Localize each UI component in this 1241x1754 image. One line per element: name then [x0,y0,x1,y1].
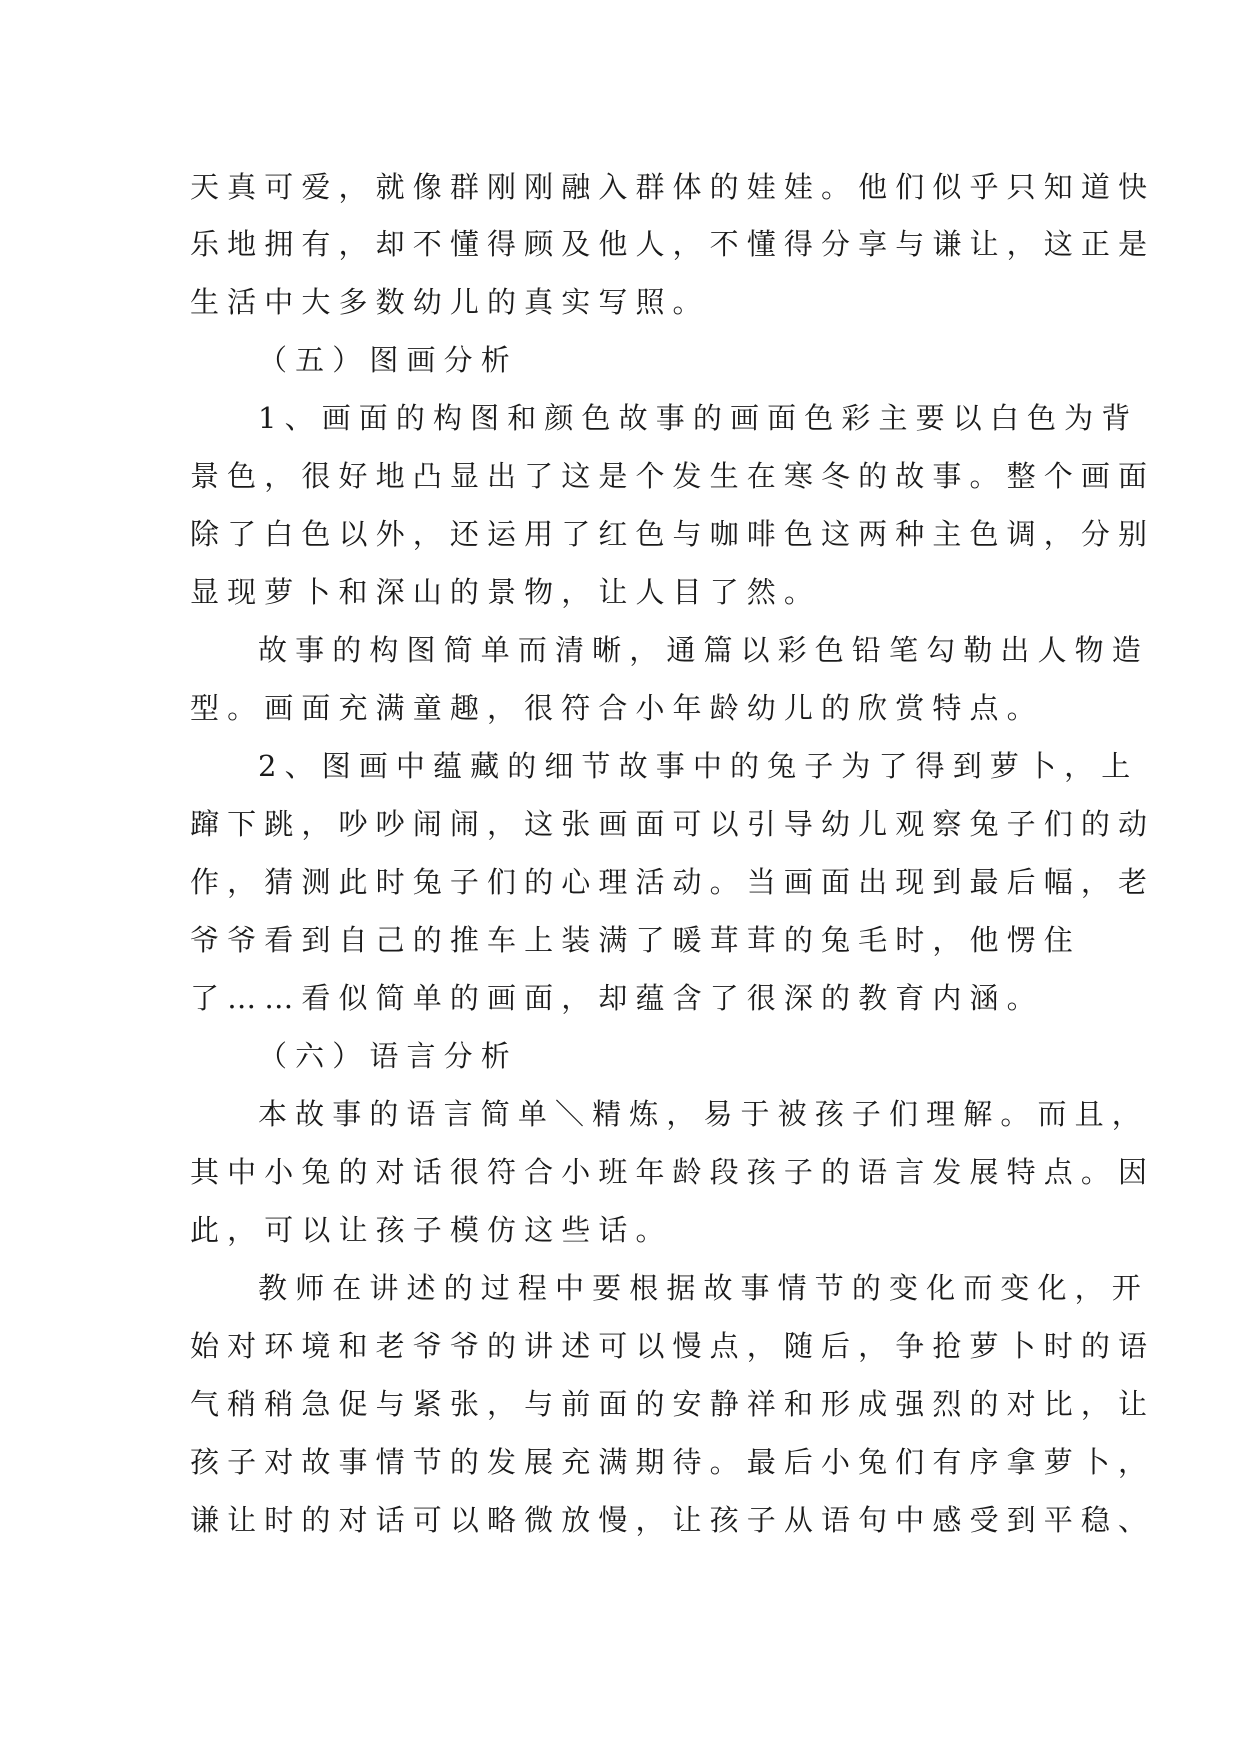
paragraph-line: 故事的构图简单而清晰，通篇以彩色铅笔勾勒出人物造 [258,633,1149,667]
paragraph-line: 本故事的语言简单＼精炼，易于被孩子们理解。而且， [258,1097,1149,1131]
paragraph-line: 显现萝卜和深山的景物，让人目了然。 [190,575,822,609]
paragraph-line: 此，可以让孩子模仿这些话。 [190,1213,673,1247]
paragraph-line: 教师在讲述的过程中要根据故事情节的变化而变化，开 [258,1271,1149,1305]
paragraph-line: 了……看似简单的画面，却蕴含了很深的教育内涵。 [190,981,1044,1015]
section-heading: （六）语言分析 [258,1039,518,1073]
paragraph-line: 爷爷看到自己的推车上装满了暖茸茸的兔毛时，他愣住 [190,923,1081,957]
paragraph-line: 1、画面的构图和颜色故事的画面色彩主要以白色为背 [258,401,1139,435]
paragraph-line: 型。画面充满童趣，很符合小年龄幼儿的欣赏特点。 [190,691,1044,725]
paragraph-line: 生活中大多数幼儿的真实写照。 [190,285,710,319]
paragraph-line: 气稍稍急促与紧张，与前面的安静祥和形成强烈的对比，让 [190,1387,1156,1421]
paragraph-line: 天真可爱，就像群刚刚融入群体的娃娃。他们似乎只知道快 [190,170,1156,204]
paragraph-line: 孩子对故事情节的发展充满期待。最后小兔们有序拿萝卜， [190,1445,1156,1479]
paragraph-line: 其中小兔的对话很符合小班年龄段孩子的语言发展特点。因 [190,1155,1156,1189]
paragraph-line: 始对环境和老爷爷的讲述可以慢点，随后，争抢萝卜时的语 [190,1329,1156,1363]
paragraph-line: 作，猜测此时兔子们的心理活动。当画面出现到最后幅，老 [190,865,1156,899]
paragraph-line: 景色，很好地凸显出了这是个发生在寒冬的故事。整个画面 [190,459,1156,493]
paragraph-line: 2、图画中蕴藏的细节故事中的兔子为了得到萝卜，上 [258,749,1139,783]
paragraph-line: 除了白色以外，还运用了红色与咖啡色这两种主色调，分别 [190,517,1156,551]
paragraph-line: 谦让时的对话可以略微放慢，让孩子从语句中感受到平稳、 [190,1503,1156,1537]
section-heading: （五）图画分析 [258,343,518,377]
paragraph-line: 乐地拥有，却不懂得顾及他人，不懂得分享与谦让，这正是 [190,227,1156,261]
paragraph-line: 蹿下跳，吵吵闹闹，这张画面可以引导幼儿观察兔子们的动 [190,807,1156,841]
